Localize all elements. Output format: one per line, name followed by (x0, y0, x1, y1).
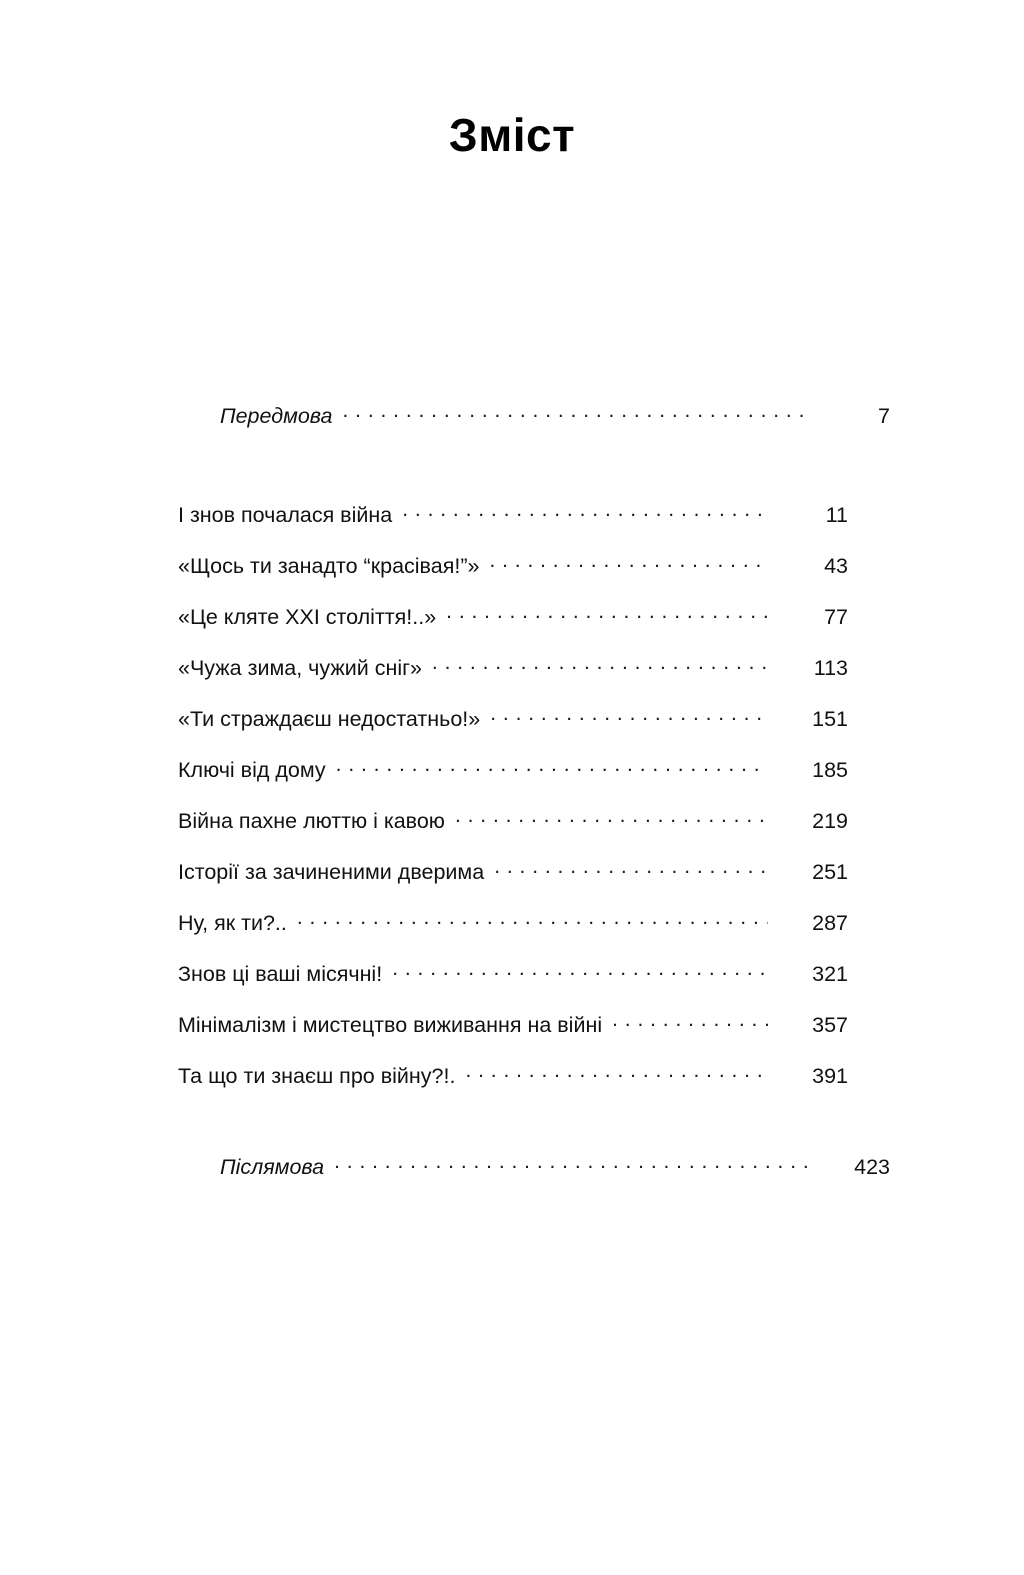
toc-entry-page: 43 (824, 554, 848, 578)
toc-entry-chapter-10[interactable] (178, 962, 848, 1013)
toc-entry-page: 423 (854, 1155, 890, 1179)
toc-entry-chapter-3[interactable] (178, 605, 848, 656)
dot-leader (494, 863, 768, 879)
toc-entry-chapter-7[interactable] (178, 809, 848, 860)
toc-entry-label: «Ти страждаєш недостатньо!» (178, 707, 481, 731)
toc-entry-afterword[interactable] (178, 1155, 890, 1206)
toc-entry-label: Післямова (220, 1155, 325, 1179)
dot-leader (490, 710, 768, 726)
toc-entry-label: «Чужа зима, чужий сніг» (178, 656, 422, 680)
toc-entry-label: Війна пахне люттю і кавою (178, 809, 445, 833)
toc-entry-label: Історії за зачиненими дверима (178, 860, 485, 884)
dot-leader (612, 1016, 768, 1032)
toc-entry-page: 321 (812, 962, 848, 986)
toc-entry-label: Знов ці ваші місячні! (178, 962, 383, 986)
preface-section (178, 404, 890, 455)
afterword-section (178, 1155, 890, 1206)
chapters-section (178, 503, 848, 1115)
toc-entry-chapter-5[interactable] (178, 707, 848, 758)
toc-entry-page: 185 (812, 758, 848, 782)
dot-leader (334, 1158, 810, 1174)
toc-entry-chapter-1[interactable] (178, 503, 848, 554)
toc-entry-page: 151 (812, 707, 848, 731)
toc-entry-page: 77 (824, 605, 848, 629)
dot-leader (455, 812, 768, 828)
dot-leader (432, 659, 768, 675)
toc-entry-chapter-12[interactable] (178, 1064, 848, 1115)
dot-leader (343, 407, 811, 423)
toc-entry-page: 7 (878, 404, 890, 428)
toc-entry-label: Ну, як ти?.. (178, 911, 287, 935)
toc-entry-label: «Це кляте XXI століття!..» (178, 605, 437, 629)
toc-entry-label: Та що ти знаєш про війну?!. (178, 1064, 456, 1088)
dot-leader (446, 608, 768, 624)
toc-entry-label: «Щось ти занадто “красівая!”» (178, 554, 480, 578)
dot-leader (336, 761, 768, 777)
toc-entry-chapter-8[interactable] (178, 860, 848, 911)
toc-entry-label: І знов почалася війна (178, 503, 393, 527)
toc-entry-chapter-11[interactable] (178, 1013, 848, 1064)
toc-entry-label: Передмова (220, 404, 333, 428)
dot-leader (402, 506, 768, 522)
dot-leader (465, 1067, 768, 1083)
toc-entry-preface[interactable] (178, 404, 890, 455)
dot-leader (489, 557, 768, 573)
toc-entry-page: 391 (812, 1064, 848, 1088)
toc-entry-page: 11 (825, 503, 848, 527)
toc-entry-page: 287 (812, 911, 848, 935)
toc-entry-chapter-4[interactable] (178, 656, 848, 707)
dot-leader (297, 914, 768, 930)
toc-entry-label: Ключі від дому (178, 758, 326, 782)
dot-leader (392, 965, 768, 981)
toc-entry-chapter-6[interactable] (178, 758, 848, 809)
toc-entry-page: 251 (812, 860, 848, 884)
toc-entry-label: Мінімалізм і мистецтво виживання на війні (178, 1013, 603, 1037)
toc-entry-page: 357 (812, 1013, 848, 1037)
toc-entry-page: 113 (813, 656, 848, 680)
toc-entry-page: 219 (812, 809, 848, 833)
toc-entry-chapter-9[interactable] (178, 911, 848, 962)
page-title: Зміст (448, 109, 576, 161)
toc-entry-chapter-2[interactable] (178, 554, 848, 605)
